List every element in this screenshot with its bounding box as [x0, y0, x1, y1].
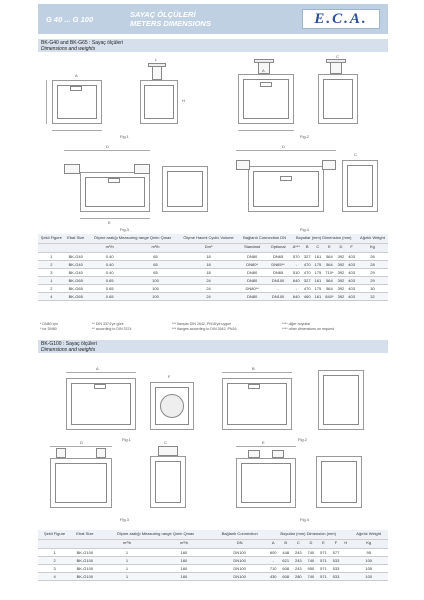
s1-fig2-label: Fig.2	[300, 134, 309, 139]
table-cell: 32	[357, 292, 388, 300]
table-cell: 403	[348, 253, 355, 259]
t1-h-size: Ebat Size	[65, 234, 87, 243]
table-cell: 608	[279, 572, 292, 580]
table-cell: BK-G40	[65, 268, 87, 276]
subheader-cell: DN	[212, 539, 267, 548]
subheader-cell: F	[346, 243, 357, 252]
table-cell: 533	[330, 556, 343, 564]
table-cell: BK-G100	[71, 548, 98, 556]
table-row	[38, 268, 388, 276]
table-cell: 570	[291, 252, 302, 260]
subheader-cell: Optional	[266, 243, 291, 252]
table-cell: 392	[337, 253, 345, 259]
table-cell: 403	[348, 261, 355, 267]
table-cell: 1	[99, 556, 156, 564]
table-cell: 161	[314, 277, 322, 283]
t2-h-size: Ebat Size	[71, 530, 98, 539]
subheader-cell: D	[305, 539, 318, 548]
table-cell: 160	[155, 572, 212, 580]
subheader-cell: B	[302, 243, 313, 252]
table-row	[38, 564, 388, 572]
table-cell: 392	[337, 261, 345, 267]
table-cell: 2	[38, 284, 65, 292]
table-cell: 600	[267, 548, 280, 556]
section1-title-tr: BK-G40 and BK-G65 : Sayaç ölçüleri	[41, 40, 123, 46]
table-cell: DN100	[212, 572, 267, 580]
table-cell: 608	[279, 564, 292, 572]
table-cell: 448	[279, 548, 292, 556]
subheader-cell	[71, 539, 98, 548]
table-cell: 403	[348, 293, 355, 299]
table-cell: 470	[303, 269, 311, 275]
table-cell: 403	[348, 285, 355, 291]
table-cell: DN100	[212, 564, 267, 572]
subheader-cell: C	[292, 539, 305, 548]
table-cell: 0.40	[87, 252, 133, 260]
t2-h-weight: Ağırlık Weight	[349, 530, 388, 539]
s1-footnote-4: **** diğer boyutlar **** other dimensions on request	[282, 322, 334, 331]
subheader-cell: Kg	[349, 539, 388, 548]
table-cell: 100	[349, 556, 388, 564]
table-cell: 564	[323, 252, 336, 260]
table-cell: 4	[38, 292, 65, 300]
table-cell: 710	[267, 564, 280, 572]
table-cell: 564	[323, 260, 336, 268]
t2-h-figure: Şekil Figure	[38, 530, 71, 539]
section2-title-en: Dimensions and weights	[41, 347, 96, 353]
table-cell: 0.40	[87, 260, 133, 268]
table-cell: 571	[317, 556, 330, 564]
table-cell: 18	[178, 252, 238, 260]
table-cell: DN80*	[239, 260, 266, 268]
table-cell: 100	[133, 284, 179, 292]
table-cell: 1	[38, 276, 65, 284]
table-cell: 160	[155, 564, 212, 572]
t1-subheader-row	[38, 243, 388, 252]
table-cell	[342, 564, 349, 572]
table-cell: 175	[314, 285, 322, 291]
table-cell: DN100	[212, 548, 267, 556]
table-row	[38, 276, 388, 284]
subheader-cell: Dm³	[178, 243, 238, 252]
s1-footnote-2: ** DIN 3374'ye göre ** according to DIN 3374	[92, 322, 132, 331]
t1-h-figure: Şekil Figure	[38, 234, 65, 243]
header-range: G 40 ... G 100	[46, 14, 94, 24]
table-cell: 24	[178, 284, 238, 292]
s2-dimensions-table	[38, 530, 388, 581]
table-cell: 621	[279, 556, 292, 564]
table-cell: 533	[330, 572, 343, 580]
table-cell: BK-G100	[71, 572, 98, 580]
table-cell: 3	[38, 564, 71, 572]
s1-fig4-label: Fig.4	[300, 227, 309, 232]
table-cell: 243	[292, 556, 305, 564]
eca-logo: E.C.A.	[302, 9, 380, 29]
table-cell: BK-G65	[65, 292, 87, 300]
table-row	[38, 556, 388, 564]
table-cell: 4	[38, 572, 71, 580]
table-cell: 327	[303, 253, 311, 259]
table-cell: DN100	[212, 556, 267, 564]
table-cell	[342, 556, 349, 564]
subheader-cell: H	[342, 539, 349, 548]
t2-h-dimension: Boyutlar (mm) Dimension (mm)	[267, 530, 350, 539]
table-cell: 403	[348, 269, 355, 275]
table-cell	[342, 548, 349, 556]
table-cell: 640	[291, 276, 302, 284]
table-cell: 510	[291, 268, 302, 276]
table-cell: 280	[292, 572, 305, 580]
table-cell: 243	[292, 548, 305, 556]
table-row	[38, 292, 388, 300]
table-row	[38, 260, 388, 268]
table-cell: 100	[133, 276, 179, 284]
s1-fig1-label: Fig.1	[120, 134, 129, 139]
subheader-cell: C	[313, 243, 324, 252]
section2-title	[38, 340, 388, 353]
table-cell: 161	[314, 253, 322, 259]
table-cell: 175	[314, 269, 322, 275]
t1-h-volume: Ölçme Hacmi Cyclic Volume	[178, 234, 238, 243]
table-cell: 1	[99, 572, 156, 580]
table-cell: DN80**	[239, 284, 266, 292]
table-cell: 100	[133, 292, 179, 300]
table-cell: 65	[133, 260, 179, 268]
table-cell: 2	[38, 556, 71, 564]
subheader-cell: E	[323, 243, 336, 252]
table-cell: 28	[357, 260, 388, 268]
section1-title	[38, 39, 388, 52]
table-cell: 564	[323, 276, 336, 284]
table-cell: BK-G100	[71, 564, 98, 572]
t2-subheader-row	[38, 539, 388, 548]
subheader-cell	[38, 243, 65, 252]
table-cell: 740	[305, 572, 318, 580]
table-cell: 24	[178, 292, 238, 300]
subheader-cell: m³/h	[87, 243, 133, 252]
table-cell: 392	[337, 269, 345, 275]
table-cell: DN65	[266, 268, 291, 276]
table-cell: 392	[337, 277, 345, 283]
subheader-cell: A***	[291, 243, 302, 252]
table-cell: 571	[317, 564, 330, 572]
table-cell: 392	[337, 285, 345, 291]
table-cell: 65	[133, 252, 179, 260]
table-cell: 460	[303, 293, 311, 299]
table-row	[38, 572, 388, 580]
table-cell: 100	[349, 572, 388, 580]
table-cell: 105	[349, 564, 388, 572]
table-cell: 29	[357, 268, 388, 276]
t2-h-range: Ölçme aralığı Measuring range Qmin Qmax	[99, 530, 213, 539]
s1-footnote-3: *** flanşlar DIN 2642, PN16'ya uygun *** flanges according to DIN 2642, PN16	[172, 322, 237, 331]
table-cell: 571	[317, 548, 330, 556]
table-cell: 1	[99, 548, 156, 556]
table-cell: BK-G40	[65, 260, 87, 268]
table-cell: 1	[38, 252, 65, 260]
t1-h-weight: Ağırlık Weight	[357, 234, 388, 243]
table-cell: 710*	[323, 268, 336, 276]
table-cell: BK-G65	[65, 276, 87, 284]
table-cell: 24	[178, 276, 238, 284]
t1-h-dimension: Boyutlar (mm) Dimension (mm)	[291, 234, 357, 243]
subheader-cell	[65, 243, 87, 252]
table-cell: DN100	[266, 276, 291, 284]
table-cell: DN80	[239, 292, 266, 300]
table-cell: BK-G65	[65, 284, 87, 292]
table-cell: 26	[357, 252, 388, 260]
table-cell: 2	[38, 260, 65, 268]
table-cell: 327	[303, 277, 311, 283]
table-cell: 0.40	[87, 268, 133, 276]
table-cell: 0.65	[87, 276, 133, 284]
table-cell: 160	[155, 548, 212, 556]
header-title-tr: SAYAÇ ÖLÇÜLERİ	[130, 10, 196, 19]
table-cell: 175	[314, 261, 322, 267]
subheader-cell: B	[279, 539, 292, 548]
table-row	[38, 252, 388, 260]
header-title	[130, 10, 211, 28]
table-cell: 571	[317, 572, 330, 580]
t1-h-connection: Bağlantı Connection DN	[239, 234, 291, 243]
subheader-cell: D	[336, 243, 347, 252]
s1-fig3-label: Fig.3	[120, 227, 129, 232]
t1-h-range: Ölçme aralığı Measuring range Qmin Qmax	[87, 234, 179, 243]
subheader-cell: Standard	[239, 243, 266, 252]
table-cell: 640	[291, 292, 302, 300]
table-cell	[342, 572, 349, 580]
subheader-cell	[38, 539, 71, 548]
table-cell: 840*	[323, 292, 336, 300]
table-cell: BK-G100	[71, 556, 98, 564]
table-cell: 0.65	[87, 292, 133, 300]
subheader-cell: E	[317, 539, 330, 548]
table-cell: 430	[267, 572, 280, 580]
table-cell: 1	[38, 548, 71, 556]
table-cell: -	[267, 556, 280, 564]
s2-fig1-label: Fig.1	[122, 437, 131, 442]
s2-fig4-label: Fig.4	[300, 517, 309, 522]
table-cell: DN80	[239, 268, 266, 276]
section2-title-tr: BK-G100 : Sayaç ölçüleri	[41, 341, 97, 347]
table-cell: BK-G40	[65, 252, 87, 260]
table-row	[38, 284, 388, 292]
table-cell: DN65**	[266, 260, 291, 268]
table-cell: 29	[357, 276, 388, 284]
table-cell: DN80	[239, 252, 266, 260]
table-cell: 95	[349, 548, 388, 556]
table-row	[38, 548, 388, 556]
header-band	[38, 4, 388, 34]
table-cell: 65	[133, 268, 179, 276]
table-cell: 161	[314, 293, 322, 299]
t2-h-connection: Bağlantı Connection	[212, 530, 267, 539]
s2-fig3-label: Fig.3	[120, 517, 129, 522]
subheader-cell: m³/h	[133, 243, 179, 252]
table-cell: -	[266, 284, 291, 292]
table-cell: 470	[303, 285, 311, 291]
table-cell: 564	[323, 284, 336, 292]
table-cell: 470	[303, 261, 311, 267]
table-cell: 3	[38, 268, 65, 276]
table-cell: 392	[337, 293, 345, 299]
table-cell: 160	[155, 556, 212, 564]
table-cell: 18	[178, 260, 238, 268]
table-cell: 243	[292, 564, 305, 572]
s1-dimensions-table	[38, 234, 388, 301]
table-cell: 403	[348, 277, 355, 283]
table-cell: DN65	[266, 252, 291, 260]
table-cell: DN100	[266, 292, 291, 300]
table-cell: 740	[305, 548, 318, 556]
table-cell: DN80	[239, 276, 266, 284]
s1-footnote-1: * DN80 için * for DN80	[40, 322, 58, 331]
table-cell: 0.65	[87, 284, 133, 292]
table-cell: 533	[330, 564, 343, 572]
subheader-cell: m³/h	[155, 539, 212, 548]
table-cell: 30	[357, 284, 388, 292]
subheader-cell: Kg	[357, 243, 388, 252]
table-cell: 1	[99, 564, 156, 572]
header-title-en: METERS DIMENSIONS	[130, 19, 211, 28]
table-cell: 577	[330, 548, 343, 556]
table-cell: 950	[305, 564, 318, 572]
section1-title-en: Dimensions and weights	[41, 46, 96, 52]
subheader-cell: m³/h	[99, 539, 156, 548]
s2-fig2-label: Fig.2	[298, 437, 307, 442]
subheader-cell: F	[330, 539, 343, 548]
table-cell: 18	[178, 268, 238, 276]
table-cell: -	[291, 284, 302, 292]
table-cell: 740	[305, 556, 318, 564]
subheader-cell: A	[267, 539, 280, 548]
table-cell: -	[291, 260, 302, 268]
